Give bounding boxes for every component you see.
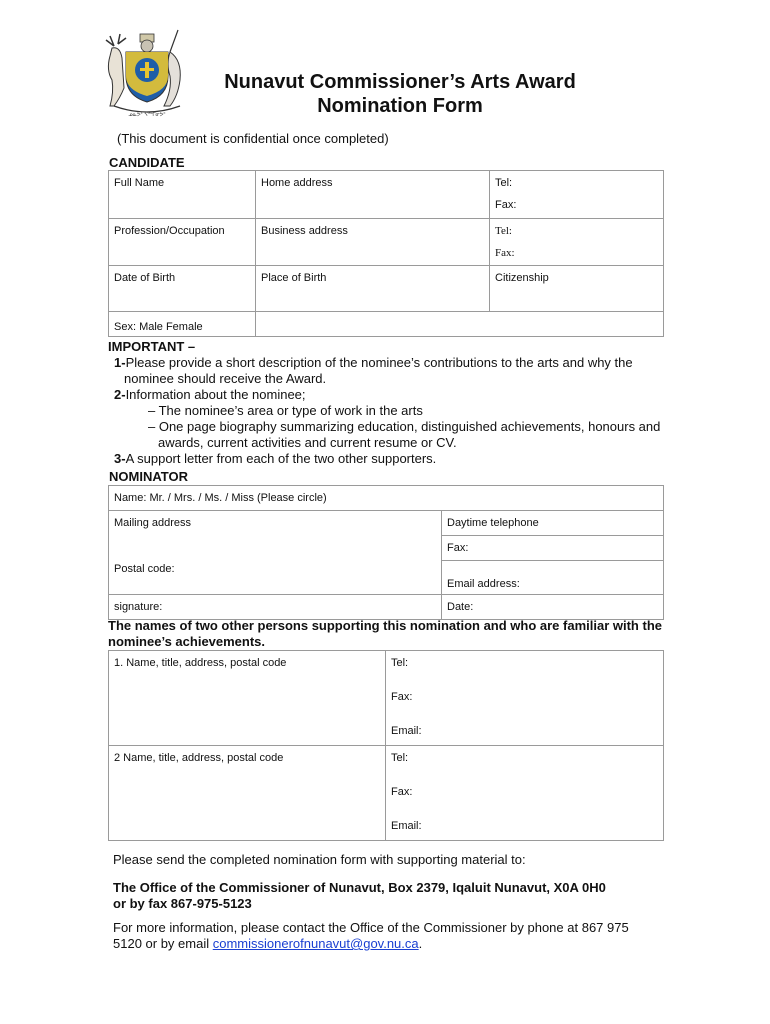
email-label: Email: xyxy=(391,820,422,832)
title-line-1: Nunavut Commissioner’s Arts Award xyxy=(224,71,576,93)
tel-label: Tel: xyxy=(495,177,513,189)
bullet-2-cont: awards, current activities and current resume or CV. xyxy=(158,435,457,450)
postal-code-label: Postal code: xyxy=(114,563,175,575)
instruction-1: 1-Please provide a short description of the nominee’s contributions to the arts and why the xyxy=(114,355,633,370)
contact-info-line-1: For more information, please contact the Office of the Commissioner by phone at 867 975 xyxy=(113,920,629,935)
office-address-line-1: The Office of the Commissioner of Nunavut, Box 2379, Iqaluit Nunavut, X0A 0H0 xyxy=(113,880,606,895)
date-of-birth-field[interactable]: Date of Birth xyxy=(109,266,256,312)
date-field[interactable]: Date: xyxy=(442,595,664,620)
fax-label: Fax: xyxy=(391,786,413,798)
signature-field[interactable]: signature: xyxy=(109,595,442,620)
bullet-2: – One page biography summarizing education, distinguished achievements, honours and xyxy=(148,419,661,434)
office-address xyxy=(113,880,653,912)
tel-label: Tel: xyxy=(495,225,512,237)
place-of-birth-field[interactable]: Place of Birth xyxy=(256,266,490,312)
tel-label: Tel: xyxy=(391,752,409,764)
coat-of-arms-logo xyxy=(100,26,194,120)
instruction-3: 3-A support letter from each of the two other supporters. xyxy=(114,451,437,466)
business-address-field[interactable]: Business address xyxy=(256,219,490,266)
supporter-2-contact-field[interactable] xyxy=(386,746,664,841)
important-heading: IMPORTANT – xyxy=(108,339,196,354)
contact-info xyxy=(113,920,653,952)
nominator-fax-field[interactable]: Fax: xyxy=(442,536,664,561)
bullet-1: – The nominee’s area or type of work in the arts xyxy=(148,403,423,418)
full-name-field[interactable]: Full Name xyxy=(109,171,256,219)
fax-label: Fax: xyxy=(495,199,517,211)
instruction-2: 2-Information about the nominee; xyxy=(114,387,306,402)
mailing-address-field[interactable] xyxy=(109,511,442,595)
supporter-1-details-field[interactable]: 1. Name, title, address, postal code xyxy=(109,651,386,746)
business-phone-field[interactable] xyxy=(490,219,664,266)
email-link[interactable]: commissionerofnunavut@gov.nu.ca xyxy=(212,936,419,951)
supporter-2-details-field[interactable]: 2 Name, title, address, postal code xyxy=(109,746,386,841)
mailing-label: Mailing address xyxy=(114,517,192,529)
nominator-heading: NOMINATOR xyxy=(109,469,188,484)
important-instructions xyxy=(108,339,668,467)
email-label: Email: xyxy=(391,725,422,737)
instruction-1-cont: nominee should receive the Award. xyxy=(124,371,327,386)
citizenship-field[interactable]: Citizenship xyxy=(490,266,664,312)
send-instructions: Please send the completed nomination form with supporting material to: xyxy=(113,852,526,867)
svg-text:ᓄᓇᕗᑦ ᓴᙱᓂᕗᑦ: ᓄᓇᕗᑦ ᓴᙱᓂᕗᑦ xyxy=(128,112,166,118)
nominator-email-field[interactable]: Email address: xyxy=(442,561,664,595)
page-title xyxy=(200,70,600,118)
home-address-field[interactable]: Home address xyxy=(256,171,490,219)
nominator-name-field[interactable]: Name: Mr. / Mrs. / Ms. / Miss (Please circle) xyxy=(109,486,664,511)
tel-label: Tel: xyxy=(391,657,409,669)
title-line-2: Nomination Form xyxy=(317,95,483,117)
contact-info-line-2: 5120 or by email commissionerofnunavut@gov.nu.ca. xyxy=(113,936,423,951)
confidential-note: (This document is confidential once completed) xyxy=(117,131,389,146)
office-address-line-2: or by fax 867-975-5123 xyxy=(113,896,252,911)
fax-label: Fax: xyxy=(391,691,413,703)
supporters-heading-line-2: nominee’s achievements. xyxy=(108,634,266,649)
supporters-table xyxy=(108,650,664,841)
sex-blank-cell[interactable] xyxy=(256,312,664,337)
supporter-1-contact-field[interactable] xyxy=(386,651,664,746)
candidate-table xyxy=(108,170,664,337)
supporters-heading-line-1: The names of two other persons supporting this nomination and who are familiar with the xyxy=(108,618,662,633)
daytime-phone-field[interactable]: Daytime telephone xyxy=(442,511,664,536)
candidate-heading: CANDIDATE xyxy=(109,155,185,170)
supporters-heading xyxy=(108,618,668,650)
nominator-table xyxy=(108,485,664,620)
home-phone-field[interactable] xyxy=(490,171,664,219)
fax-label: Fax: xyxy=(495,247,515,259)
sex-field[interactable]: Sex: Male Female xyxy=(109,312,256,337)
profession-field[interactable]: Profession/Occupation xyxy=(109,219,256,266)
